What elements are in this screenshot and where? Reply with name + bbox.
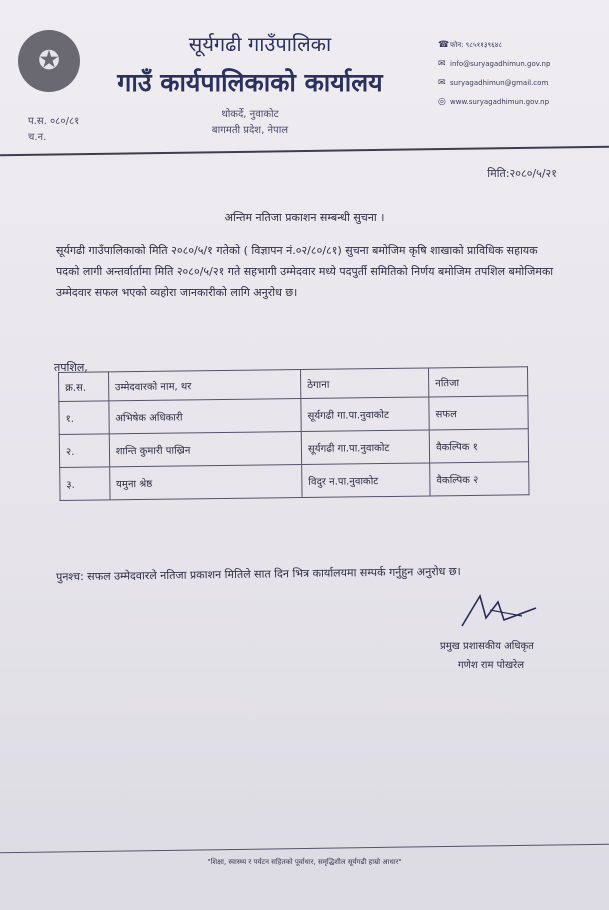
contact-email-2: suryagadhimun@gmail.com [450, 79, 549, 87]
email-icon: ✉ [438, 59, 446, 69]
details-label: तपशिल, [54, 361, 88, 374]
column-header: नतिजा [429, 367, 528, 397]
column-header: ठेगाना [301, 368, 429, 399]
office-address [100, 107, 400, 139]
table-cell: शान्ति कुमारी पाख्रिन [109, 432, 302, 467]
table-cell: सूर्यगढी गा.पा.नुवाकोट [301, 397, 429, 432]
letter-date: मिति:२०८०/५/२१ [487, 167, 557, 180]
office-name: गाउँ कार्यपालिकाको कार्यालय [117, 68, 383, 97]
signatory-title: प्रमुख प्रशासकीय अधिकृत [440, 641, 534, 652]
address-line-2: बागमती प्रदेश, नेपाल [211, 125, 289, 136]
table-cell: ३. [60, 467, 110, 501]
table-cell: यमुना श्रेष्ठ [109, 465, 302, 500]
table-cell: अभिषेक अधिकारी [109, 399, 302, 434]
table-cell: विदुर न.पा.नुवाकोट [302, 463, 430, 498]
table-cell: सूर्यगढी गा.पा.नुवाकोट [301, 430, 429, 465]
notice-body: सूर्यगढी गाउँपालिकाको मिति २०८०/५/१ गतेको ( विज्ञापन नं.०२/८०/८१) सुचना बमोजिम कृषि शाखाको प्राविधिक सहायक पदको लागी अन्तर्वार्तामा मिति २०८०/५/२१ गते सहभागी उम्मेदवार मध्ये पदपुर्ती समितिको निर्णय बमोजिम तपशिल बमोजिमका उम्मेदवार सफल भएको व्यहोरा जानकारीको लागि अनुरोध छ। [56, 244, 554, 299]
contact-phone: फोन: ९८५११३९६४८ [450, 41, 503, 49]
phone-icon: ☎ [438, 40, 450, 50]
results-table [58, 366, 530, 501]
footer-motto: "शिक्षा, स्वास्थ्य र पर्यटन सहितको पूर्वाधार, समृद्धिशील सूर्यगढी हाम्रो आधार" [207, 858, 402, 866]
address-line-1: थोकर्दे, नुवाकोट [221, 109, 279, 120]
reference-number: प.स. ०८०/८१ [28, 116, 80, 127]
column-header: क्र.स. [59, 372, 109, 402]
contact-block [438, 36, 550, 112]
column-header: उम्मेदवारको नाम, थर [108, 370, 301, 401]
contact-email-1: info@suryagadhimun.gov.np [450, 60, 551, 68]
table-cell: १. [59, 401, 109, 435]
footer-divider [0, 844, 609, 854]
dispatch-number: च.न. [28, 132, 47, 143]
table-cell: वैकल्पिक २ [430, 462, 529, 496]
handwritten-signature [440, 592, 580, 632]
signatory-name: गणेश राम पोखरेल [458, 660, 524, 671]
header-divider [0, 146, 609, 157]
contact-website: www.suryagadhimun.gov.np [450, 98, 550, 106]
table-row [60, 462, 529, 501]
municipality-name: सूर्यगढी गाउँपालिका [188, 32, 332, 56]
globe-icon: ◎ [438, 97, 446, 107]
postscript-note: पुनश्च: सफल उम्मेदवारले नतिजा प्रकाशन मितिले सात दिन भित्र कार्यालयमा सम्पर्क गर्नुहुन अनुरोध छ। [55, 564, 461, 584]
table-cell: वैकल्पिक १ [429, 429, 528, 463]
letterhead [100, 30, 400, 139]
email-icon: ✉ [438, 78, 446, 88]
table-cell: २. [59, 434, 109, 468]
table-cell: सफल [429, 396, 528, 430]
notice-subject: अन्तिम नतिजा प्रकाशन सम्बन्धी सुचना । [224, 211, 385, 224]
emblem-logo: ✪ [18, 30, 80, 92]
reference-block [28, 114, 79, 146]
